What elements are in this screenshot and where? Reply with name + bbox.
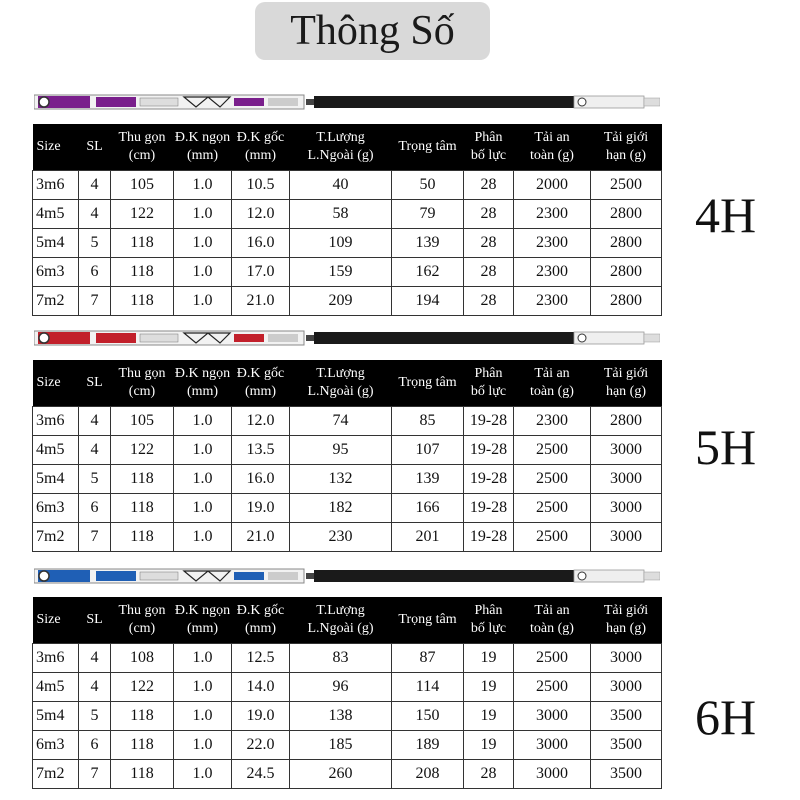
column-header: SL [79, 124, 111, 171]
column-header: T.Lượng L.Ngoài (g) [290, 360, 392, 407]
table-cell: 2300 [514, 287, 591, 316]
table-cell: 13.5 [232, 436, 290, 465]
table-cell: 118 [111, 494, 174, 523]
table-cell: 6 [79, 494, 111, 523]
column-header: Thu gọn (cm) [111, 360, 174, 407]
table-cell: 5m4 [33, 229, 79, 258]
table-cell: 1.0 [174, 731, 232, 760]
table-row [33, 523, 662, 552]
table-cell: 182 [290, 494, 392, 523]
table-cell: 19.0 [232, 702, 290, 731]
table-row [33, 673, 662, 702]
table-cell: 7m2 [33, 760, 79, 789]
rod-joint [306, 99, 314, 105]
column-header: Phân bố lực [464, 360, 514, 407]
rod-logo-band [140, 334, 178, 342]
table-cell: 162 [392, 258, 464, 287]
table-cell: 22.0 [232, 731, 290, 760]
table-cell: 2300 [514, 200, 591, 229]
column-header: T.Lượng L.Ngoài (g) [290, 597, 392, 644]
rod-decal-2 [234, 98, 264, 106]
table-cell: 19 [464, 673, 514, 702]
table-cell: 138 [290, 702, 392, 731]
rod-tip-cap [644, 572, 660, 580]
table-row [33, 287, 662, 316]
table-cell: 28 [464, 200, 514, 229]
table-cell: 5m4 [33, 702, 79, 731]
table-cell: 40 [290, 171, 392, 200]
table-cell: 6m3 [33, 494, 79, 523]
rod-joint [306, 335, 314, 341]
column-header: Phân bố lực [464, 597, 514, 644]
rod-image-4h [34, 93, 660, 111]
table-cell: 2500 [514, 523, 591, 552]
column-header: SL [79, 360, 111, 407]
table-cell: 7m2 [33, 523, 79, 552]
table-cell: 28 [464, 229, 514, 258]
table-cell: 4m5 [33, 673, 79, 702]
table-cell: 85 [392, 407, 464, 436]
column-header: Tải giới hạn (g) [591, 124, 662, 171]
table-cell: 7 [79, 523, 111, 552]
table-cell: 2500 [514, 673, 591, 702]
column-header: Trọng tâm [392, 124, 464, 171]
rod-tip-ring [578, 572, 586, 580]
table-cell: 150 [392, 702, 464, 731]
table-cell: 1.0 [174, 171, 232, 200]
table-cell: 5m4 [33, 465, 79, 494]
table-cell: 1.0 [174, 287, 232, 316]
column-header: Size [33, 360, 79, 407]
column-header: Tải an toàn (g) [514, 597, 591, 644]
table-cell: 1.0 [174, 523, 232, 552]
rod-image-5h [34, 329, 660, 347]
table-cell: 19-28 [464, 407, 514, 436]
table-cell: 3000 [591, 523, 662, 552]
table-cell: 4 [79, 171, 111, 200]
table-cell: 3m6 [33, 407, 79, 436]
table-row [33, 436, 662, 465]
column-header: Trọng tâm [392, 597, 464, 644]
table-cell: 19-28 [464, 494, 514, 523]
table-cell: 4m5 [33, 436, 79, 465]
table-cell: 16.0 [232, 465, 290, 494]
table-row [33, 407, 662, 436]
table-cell: 3000 [514, 760, 591, 789]
column-header: SL [79, 597, 111, 644]
table-cell: 118 [111, 702, 174, 731]
column-header: Thu gọn (cm) [111, 597, 174, 644]
table-cell: 3m6 [33, 644, 79, 673]
table-cell: 5 [79, 465, 111, 494]
table-cell: 3000 [514, 731, 591, 760]
table-row [33, 760, 662, 789]
column-header: Tải giới hạn (g) [591, 597, 662, 644]
column-header: T.Lượng L.Ngoài (g) [290, 124, 392, 171]
table-row [33, 494, 662, 523]
rod-band [268, 572, 298, 580]
table-cell: 28 [464, 258, 514, 287]
table-cell: 2800 [591, 407, 662, 436]
grade-label-6h: 6H [695, 689, 757, 745]
table-cell: 19 [464, 702, 514, 731]
table-cell: 260 [290, 760, 392, 789]
spec-table-5h [32, 360, 662, 552]
table-cell: 108 [111, 644, 174, 673]
table-cell: 1.0 [174, 200, 232, 229]
rod-butt-cap [39, 333, 49, 343]
table-cell: 122 [111, 200, 174, 229]
table-cell: 122 [111, 673, 174, 702]
table-cell: 74 [290, 407, 392, 436]
table-row [33, 258, 662, 287]
table-cell: 3000 [591, 644, 662, 673]
table-cell: 139 [392, 465, 464, 494]
column-header: Size [33, 597, 79, 644]
table-cell: 109 [290, 229, 392, 258]
table-cell: 12.0 [232, 407, 290, 436]
table-cell: 19-28 [464, 436, 514, 465]
rod-tip-ring [578, 98, 586, 106]
table-cell: 95 [290, 436, 392, 465]
rod-tip-ring [578, 334, 586, 342]
rod-decal [96, 97, 136, 107]
table-row [33, 702, 662, 731]
table-cell: 1.0 [174, 229, 232, 258]
table-cell: 19.0 [232, 494, 290, 523]
column-header: Đ.K ngọn (mm) [174, 124, 232, 171]
table-cell: 3000 [591, 465, 662, 494]
table-cell: 118 [111, 229, 174, 258]
column-header: Phân bố lực [464, 124, 514, 171]
column-header: Đ.K ngọn (mm) [174, 360, 232, 407]
header-row [33, 597, 662, 644]
table-cell: 16.0 [232, 229, 290, 258]
table-cell: 28 [464, 287, 514, 316]
rod-shaft [314, 570, 574, 582]
table-cell: 4 [79, 436, 111, 465]
table-cell: 5 [79, 702, 111, 731]
table-cell: 209 [290, 287, 392, 316]
column-header: Trọng tâm [392, 360, 464, 407]
table-cell: 1.0 [174, 407, 232, 436]
table-cell: 118 [111, 731, 174, 760]
table-cell: 107 [392, 436, 464, 465]
table-cell: 2800 [591, 200, 662, 229]
table-row [33, 644, 662, 673]
table-cell: 2500 [514, 494, 591, 523]
table-cell: 6 [79, 731, 111, 760]
spec-table-6h [32, 597, 662, 789]
column-header: Tải an toàn (g) [514, 124, 591, 171]
table-cell: 2500 [591, 171, 662, 200]
table-cell: 1.0 [174, 258, 232, 287]
table-cell: 2300 [514, 229, 591, 258]
table-cell: 1.0 [174, 673, 232, 702]
table-cell: 2300 [514, 407, 591, 436]
table-row [33, 200, 662, 229]
table-cell: 58 [290, 200, 392, 229]
table-cell: 1.0 [174, 760, 232, 789]
table-cell: 3500 [591, 760, 662, 789]
rod-butt-cap [39, 571, 49, 581]
table-cell: 2000 [514, 171, 591, 200]
table-cell: 4 [79, 673, 111, 702]
table-cell: 4m5 [33, 200, 79, 229]
table-cell: 194 [392, 287, 464, 316]
table-cell: 118 [111, 287, 174, 316]
table-cell: 105 [111, 407, 174, 436]
table-cell: 2500 [514, 644, 591, 673]
table-cell: 230 [290, 523, 392, 552]
table-cell: 1.0 [174, 465, 232, 494]
table-cell: 6 [79, 258, 111, 287]
table-cell: 118 [111, 465, 174, 494]
table-row [33, 171, 662, 200]
table-cell: 118 [111, 760, 174, 789]
table-cell: 96 [290, 673, 392, 702]
table-cell: 118 [111, 523, 174, 552]
rod-butt-cap [39, 97, 49, 107]
table-cell: 7 [79, 287, 111, 316]
table-cell: 14.0 [232, 673, 290, 702]
table-cell: 19 [464, 644, 514, 673]
table-cell: 4 [79, 407, 111, 436]
rod-tip-cap [644, 334, 660, 342]
table-cell: 12.0 [232, 200, 290, 229]
table-cell: 19-28 [464, 465, 514, 494]
table-cell: 10.5 [232, 171, 290, 200]
table-cell: 132 [290, 465, 392, 494]
column-header: Đ.K gốc (mm) [232, 124, 290, 171]
table-cell: 2500 [514, 465, 591, 494]
rod-decal-2 [234, 334, 264, 342]
table-cell: 4 [79, 200, 111, 229]
rod-shaft [314, 96, 574, 108]
table-cell: 79 [392, 200, 464, 229]
table-cell: 24.5 [232, 760, 290, 789]
table-cell: 4 [79, 644, 111, 673]
table-cell: 2500 [514, 436, 591, 465]
table-cell: 166 [392, 494, 464, 523]
column-header: Tải giới hạn (g) [591, 360, 662, 407]
table-cell: 3000 [514, 702, 591, 731]
table-cell: 3000 [591, 673, 662, 702]
rod-shaft [314, 332, 574, 344]
rod-image-6h [34, 567, 660, 585]
table-cell: 1.0 [174, 644, 232, 673]
table-cell: 50 [392, 171, 464, 200]
table-row [33, 465, 662, 494]
table-cell: 185 [290, 731, 392, 760]
rod-logo-band [140, 98, 178, 106]
column-header: Tải an toàn (g) [514, 360, 591, 407]
table-cell: 2300 [514, 258, 591, 287]
table-cell: 2800 [591, 287, 662, 316]
table-cell: 1.0 [174, 494, 232, 523]
column-header: Đ.K gốc (mm) [232, 360, 290, 407]
table-cell: 2800 [591, 258, 662, 287]
table-cell: 3500 [591, 731, 662, 760]
spec-table-4h [32, 124, 662, 316]
column-header: Thu gọn (cm) [111, 124, 174, 171]
table-cell: 122 [111, 436, 174, 465]
table-cell: 28 [464, 171, 514, 200]
table-row [33, 731, 662, 760]
rod-decal [96, 571, 136, 581]
rod-decal-2 [234, 572, 264, 580]
header-row [33, 360, 662, 407]
table-cell: 3000 [591, 494, 662, 523]
table-cell: 6m3 [33, 731, 79, 760]
table-cell: 7m2 [33, 287, 79, 316]
table-cell: 21.0 [232, 287, 290, 316]
header-row [33, 124, 662, 171]
table-cell: 12.5 [232, 644, 290, 673]
rod-tip-cap [644, 98, 660, 106]
table-cell: 2800 [591, 229, 662, 258]
table-cell: 3m6 [33, 171, 79, 200]
table-cell: 19-28 [464, 523, 514, 552]
table-cell: 87 [392, 644, 464, 673]
table-cell: 3500 [591, 702, 662, 731]
table-cell: 1.0 [174, 702, 232, 731]
rod-logo-band [140, 572, 178, 580]
table-cell: 7 [79, 760, 111, 789]
table-row [33, 229, 662, 258]
table-cell: 21.0 [232, 523, 290, 552]
table-cell: 1.0 [174, 436, 232, 465]
rod-decal [96, 333, 136, 343]
table-cell: 201 [392, 523, 464, 552]
table-cell: 83 [290, 644, 392, 673]
column-header: Size [33, 124, 79, 171]
grade-label-4h: 4H [695, 187, 757, 243]
table-cell: 17.0 [232, 258, 290, 287]
page-title: Thông Số [255, 2, 490, 60]
table-cell: 114 [392, 673, 464, 702]
table-cell: 19 [464, 731, 514, 760]
table-cell: 6m3 [33, 258, 79, 287]
table-cell: 139 [392, 229, 464, 258]
rod-band [268, 334, 298, 342]
grade-label-5h: 5H [695, 419, 757, 475]
table-cell: 3000 [591, 436, 662, 465]
rod-band [268, 98, 298, 106]
table-cell: 105 [111, 171, 174, 200]
table-cell: 5 [79, 229, 111, 258]
table-cell: 189 [392, 731, 464, 760]
table-cell: 159 [290, 258, 392, 287]
table-cell: 28 [464, 760, 514, 789]
column-header: Đ.K ngọn (mm) [174, 597, 232, 644]
table-cell: 208 [392, 760, 464, 789]
column-header: Đ.K gốc (mm) [232, 597, 290, 644]
rod-joint [306, 573, 314, 579]
table-cell: 118 [111, 258, 174, 287]
